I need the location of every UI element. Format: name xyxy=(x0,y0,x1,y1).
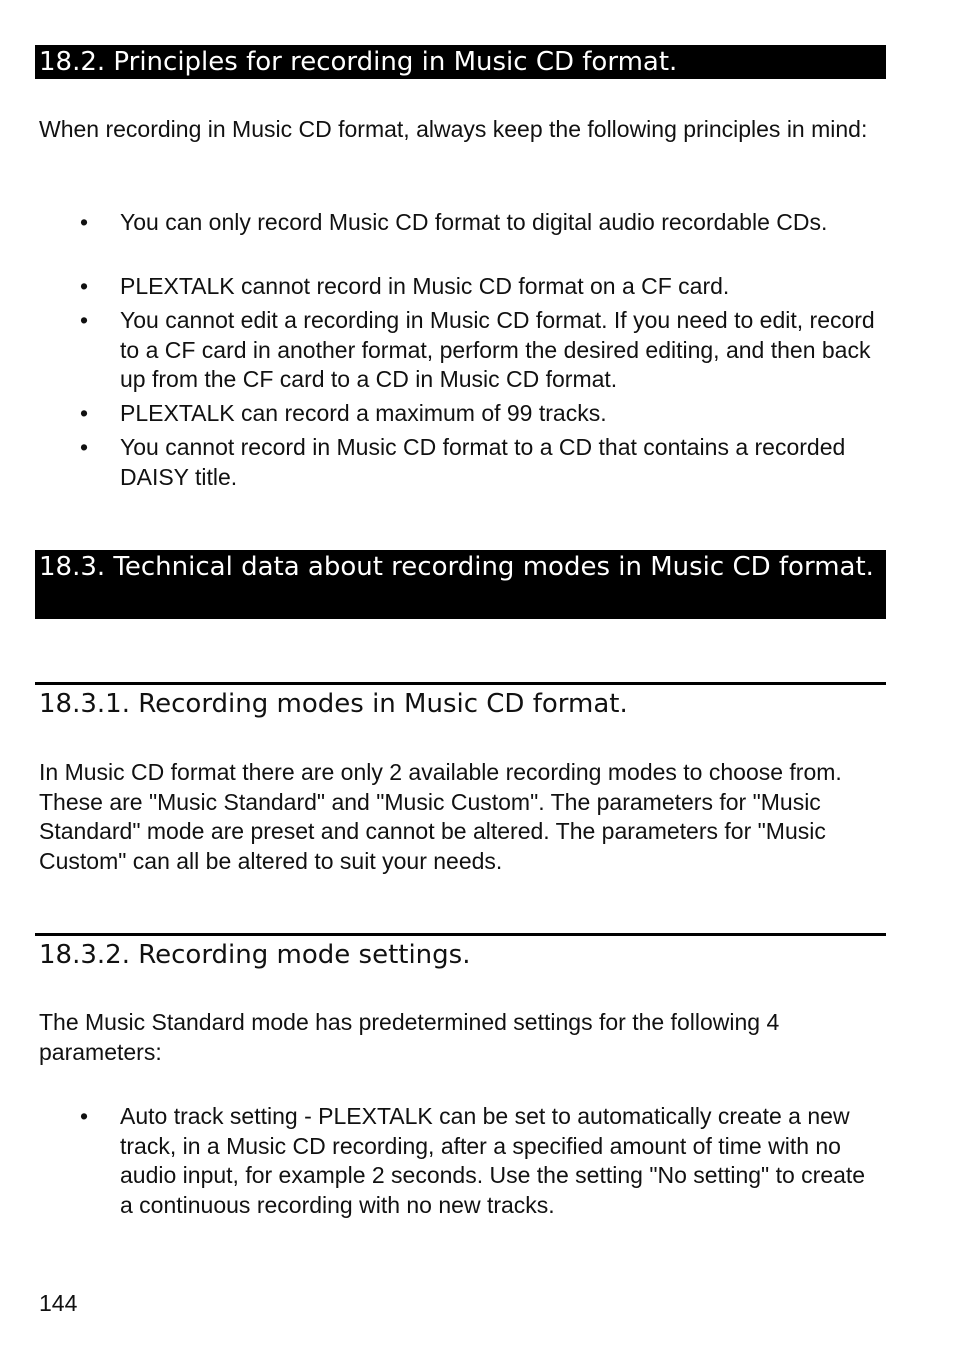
bullet-text: You can only record Music CD format to digital audio recordable CDs. xyxy=(120,209,828,235)
bullet-text: Auto track setting - PLEXTALK can be set to automatically create a new track, in a Music CD recording, after a specified amount of time with no audio input, for example 2 seconds. Use the setting "No setting" to create a continuous recording with no new tracks. xyxy=(120,1103,866,1218)
bullet-icon: • xyxy=(80,434,89,460)
bullet-text: You cannot record in Music CD format to a CD that contains a recorded DAISY title. xyxy=(120,434,846,490)
section-18-2-heading: 18.2. Principles for recording in Music CD format. xyxy=(39,47,678,77)
section-18-3-1-heading: 18.3.1. Recording modes in Music CD format. xyxy=(39,689,628,719)
bullet-icon: • xyxy=(80,307,89,333)
section-18-3-2-heading: 18.3.2. Recording mode settings. xyxy=(39,940,471,970)
bullet-item xyxy=(80,208,892,238)
bullet-item xyxy=(80,306,892,395)
section-18-3-2-intro: The Music Standard mode has predetermined settings for the following 4 parameters: xyxy=(39,1009,780,1065)
section-18-3-1-body: In Music CD format there are only 2 available recording modes to choose from. These are "Music Standard" and "Music Custom". The parameters for "Music Standard" mode are preset and cannot be altered. The parameters for "Music Custom" can all be altered to suit your needs. xyxy=(39,759,842,874)
section-18-3-heading-bar xyxy=(35,550,886,619)
bullet-item xyxy=(80,1102,870,1220)
bullet-item xyxy=(80,433,892,492)
section-18-2-intro: When recording in Music CD format, always keep the following principles in mind: xyxy=(39,116,868,142)
bullet-icon: • xyxy=(80,1103,89,1129)
section-divider xyxy=(35,933,886,936)
bullet-icon: • xyxy=(80,209,89,235)
bullet-icon: • xyxy=(80,273,89,299)
section-18-2-heading-bar xyxy=(35,45,886,79)
bullet-text: PLEXTALK cannot record in Music CD format on a CF card. xyxy=(120,273,730,299)
bullet-icon: • xyxy=(80,400,89,426)
bullet-item xyxy=(80,272,892,302)
section-18-3-heading: 18.3. Technical data about recording modes in Music CD format. xyxy=(39,552,874,582)
section-divider xyxy=(35,682,886,685)
bullet-text: You cannot edit a recording in Music CD format. If you need to edit, record to a CF card in another format, perform the desired editing, and then back up from the CF card to a CD in Music CD format. xyxy=(120,307,875,392)
page-number: 144 xyxy=(39,1290,78,1316)
bullet-text: PLEXTALK can record a maximum of 99 tracks. xyxy=(120,400,607,426)
bullet-item xyxy=(80,399,892,429)
